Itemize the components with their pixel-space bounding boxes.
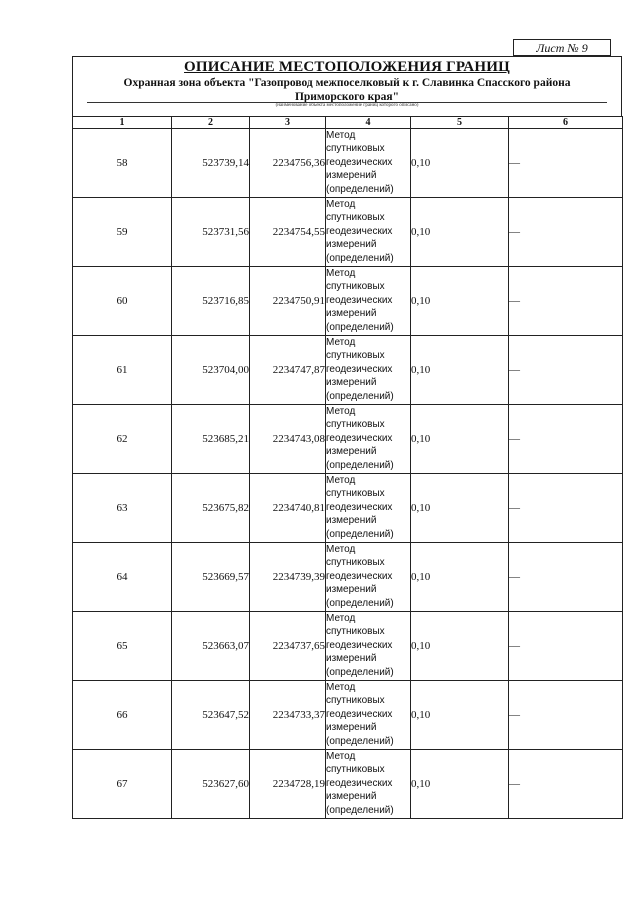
point-description-cell: — (509, 129, 623, 198)
method-cell: Метод спутниковых геодезических измерений (определений) (326, 129, 411, 198)
point-number-cell: 65 (73, 612, 172, 681)
table-row (73, 198, 623, 267)
x-coordinate-cell: 523731,56 (172, 198, 250, 267)
method-cell: Метод спутниковых геодезических измерений (определений) (326, 612, 411, 681)
document-header (72, 56, 622, 116)
point-number-cell: 63 (73, 474, 172, 543)
table-row (73, 543, 623, 612)
coordinates-table-body (73, 129, 623, 819)
accuracy-cell: 0,10 (411, 474, 509, 543)
point-number-cell: 67 (73, 750, 172, 819)
y-coordinate-cell: 2234754,55 (250, 198, 326, 267)
table-row (73, 405, 623, 474)
accuracy-cell: 0,10 (411, 681, 509, 750)
x-coordinate-cell: 523647,52 (172, 681, 250, 750)
point-number-cell: 66 (73, 681, 172, 750)
y-coordinate-cell: 2234750,91 (250, 267, 326, 336)
point-number-cell: 58 (73, 129, 172, 198)
column-header: 3 (250, 117, 326, 129)
accuracy-cell: 0,10 (411, 129, 509, 198)
table-row (73, 750, 623, 819)
table-row (73, 129, 623, 198)
y-coordinate-cell: 2234733,37 (250, 681, 326, 750)
accuracy-cell: 0,10 (411, 543, 509, 612)
table-row (73, 336, 623, 405)
accuracy-cell: 0,10 (411, 612, 509, 681)
sheet-number: Лист № 9 (513, 39, 611, 56)
method-cell: Метод спутниковых геодезических измерений (определений) (326, 543, 411, 612)
accuracy-cell: 0,10 (411, 198, 509, 267)
object-name-line-2: Приморского края" (294, 91, 400, 103)
method-cell: Метод спутниковых геодезических измерений (определений) (326, 267, 411, 336)
method-cell: Метод спутниковых геодезических измерений (определений) (326, 681, 411, 750)
column-header: 5 (411, 117, 509, 129)
point-description-cell: — (509, 198, 623, 267)
y-coordinate-cell: 2234728,19 (250, 750, 326, 819)
object-name (93, 76, 601, 104)
point-number-cell: 59 (73, 198, 172, 267)
point-number-cell: 64 (73, 543, 172, 612)
y-coordinate-cell: 2234756,36 (250, 129, 326, 198)
table-row (73, 267, 623, 336)
point-description-cell: — (509, 474, 623, 543)
column-header: 1 (73, 117, 172, 129)
object-name-line-1: Охранная зона объекта "Газопровод межпоселковый к г. Славинка Спасского района (123, 77, 571, 89)
point-description-cell: — (509, 336, 623, 405)
point-description-cell: — (509, 267, 623, 336)
object-name-caption: (наименование объекта местоположение границ которого описано) (275, 103, 419, 108)
point-description-cell: — (509, 681, 623, 750)
x-coordinate-cell: 523627,60 (172, 750, 250, 819)
x-coordinate-cell: 523669,57 (172, 543, 250, 612)
column-number-row (73, 117, 623, 129)
point-description-cell: — (509, 612, 623, 681)
table-row (73, 474, 623, 543)
y-coordinate-cell: 2234740,81 (250, 474, 326, 543)
x-coordinate-cell: 523685,21 (172, 405, 250, 474)
accuracy-cell: 0,10 (411, 267, 509, 336)
x-coordinate-cell: 523663,07 (172, 612, 250, 681)
coordinates-table (72, 116, 623, 819)
method-cell: Метод спутниковых геодезических измерений (определений) (326, 474, 411, 543)
accuracy-cell: 0,10 (411, 405, 509, 474)
method-cell: Метод спутниковых геодезических измерений (определений) (326, 336, 411, 405)
method-cell: Метод спутниковых геодезических измерений (определений) (326, 750, 411, 819)
y-coordinate-cell: 2234747,87 (250, 336, 326, 405)
x-coordinate-cell: 523675,82 (172, 474, 250, 543)
document-title: ОПИСАНИЕ МЕСТОПОЛОЖЕНИЯ ГРАНИЦ (184, 59, 510, 75)
table-row (73, 681, 623, 750)
column-header: 6 (509, 117, 623, 129)
x-coordinate-cell: 523704,00 (172, 336, 250, 405)
y-coordinate-cell: 2234743,08 (250, 405, 326, 474)
y-coordinate-cell: 2234737,65 (250, 612, 326, 681)
x-coordinate-cell: 523739,14 (172, 129, 250, 198)
point-description-cell: — (509, 543, 623, 612)
method-cell: Метод спутниковых геодезических измерений (определений) (326, 198, 411, 267)
accuracy-cell: 0,10 (411, 750, 509, 819)
table-row (73, 612, 623, 681)
point-description-cell: — (509, 405, 623, 474)
y-coordinate-cell: 2234739,39 (250, 543, 326, 612)
point-description-cell: — (509, 750, 623, 819)
point-number-cell: 61 (73, 336, 172, 405)
method-cell: Метод спутниковых геодезических измерений (определений) (326, 405, 411, 474)
accuracy-cell: 0,10 (411, 336, 509, 405)
column-header: 4 (326, 117, 411, 129)
column-header: 2 (172, 117, 250, 129)
point-number-cell: 62 (73, 405, 172, 474)
x-coordinate-cell: 523716,85 (172, 267, 250, 336)
point-number-cell: 60 (73, 267, 172, 336)
